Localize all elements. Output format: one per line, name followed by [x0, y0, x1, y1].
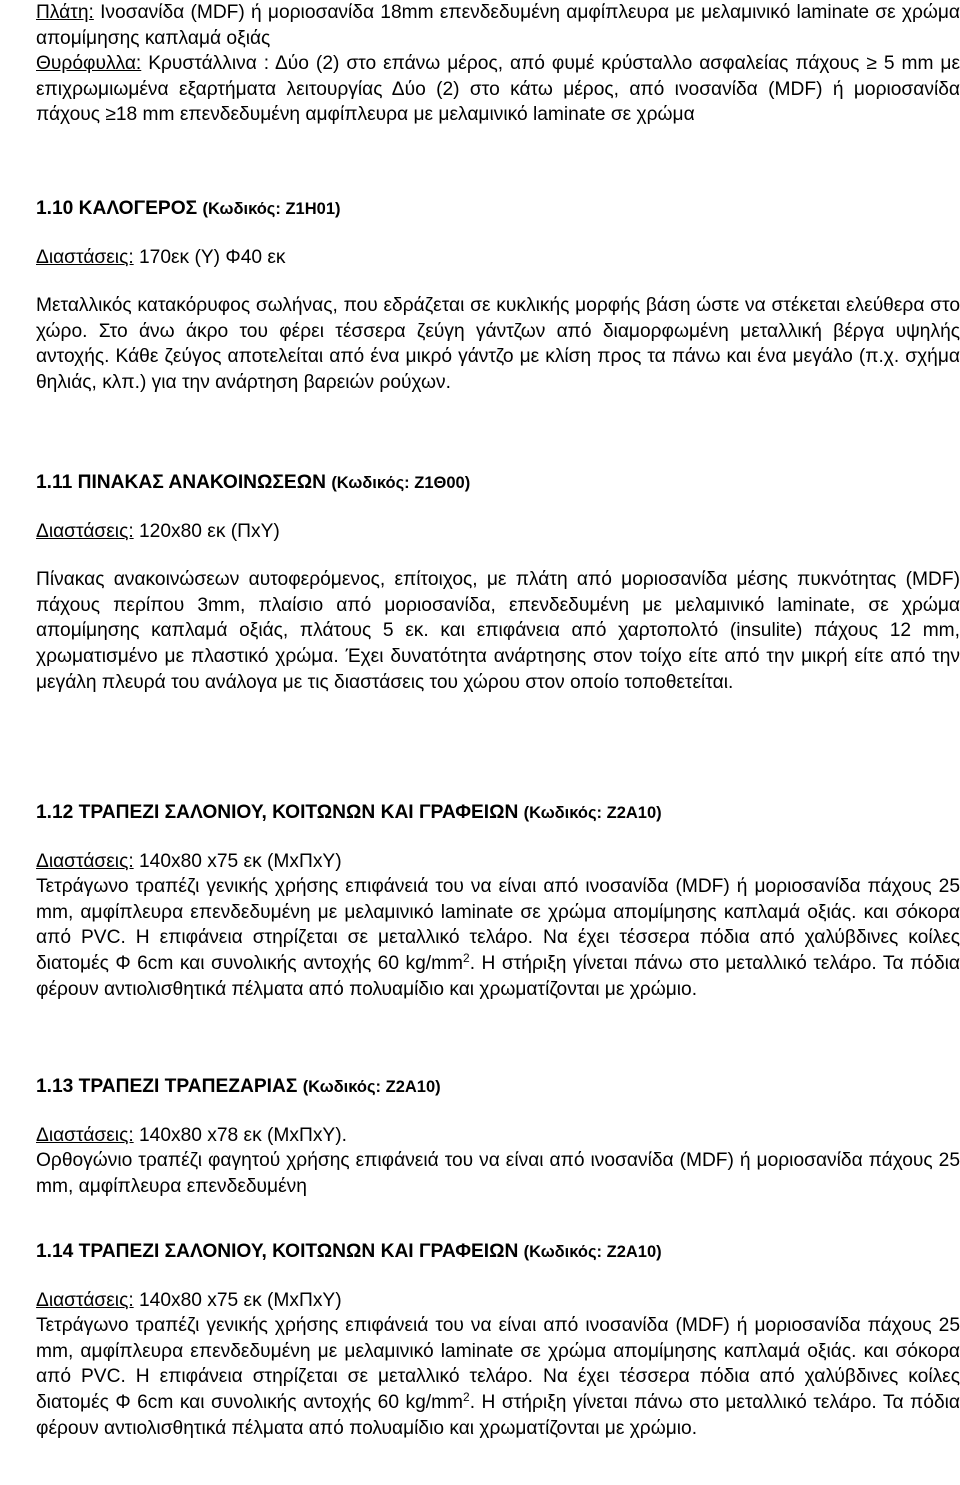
item-heading [36, 1239, 960, 1266]
item-dimensions [36, 519, 960, 545]
item-description: Μεταλλικός κατακόρυφος σωλήνας, που εδράζεται σε κυκλικής μορφής βάση ώστε να στέκεται ελεύθερα στο χώρο. Στο άνω άκρο του φέρει τέσσερα ζεύγη γάντζων από διαμορφωμένη μεταλλική βέργα υψηλής αντοχής. Κάθε ζεύγος αποτελείται από ένα μικρό γάντζο με κλίση προς τα πάνω και ένα μεγάλο (π.χ. σχήμα θηλιάς, κλπ.) για την ανάρτηση βαρειών ρούχων. [36, 295, 960, 393]
item-heading [36, 800, 960, 827]
item-code: (Κωδικός: Ζ2Α10) [302, 1078, 441, 1096]
item-description: Πίνακας ανακοινώσεων αυτοφερόμενος, επίτοιχος, με πλάτη από μοριοσανίδα μέσης πυκνότητας (MDF) πάχους περίπου 3mm, πλαίσιο από μοριοσανίδα, επενδεδυμένη με μελαμινικό laminate, σε χρώμα απομίμησης καπλαμά οξιάς, πλάτους 5 εκ. και επιφάνεια από χαρτοπολτό (insulite) πάχους 12 mm, χρωματισμένο με πλαστικό χρώμα. Έχει δυνατότητα ανάρτησης στον τοίχο είτε από την μικρή είτε από την μεγάλη πλευρά του ανάλογα με τις διαστάσεις του χώρου στον οποίο τοποθετείται. [36, 569, 960, 693]
dimensions-label: Διαστάσεις: [36, 1289, 134, 1311]
dimensions-label: Διαστάσεις: [36, 520, 134, 542]
doors-label: Θυρόφυλλα: [36, 53, 142, 75]
item-title: 1.14 ΤΡΑΠΕΖΙ ΣΑΛΟΝΙΟΥ, ΚΟΙΤΩΝΩΝ ΚΑΙ ΓΡΑΦΕΙΩΝ [36, 1241, 519, 1262]
intro-block [36, 0, 960, 128]
plate-label: Πλάτη: [36, 2, 94, 23]
dimensions-value: 140x80 x75 εκ (ΜxΠxΥ) [133, 1289, 342, 1311]
item-1-13 [36, 1074, 960, 1199]
item-title: 1.13 ΤΡΑΠΕΖΙ ΤΡΑΠΕΖΑΡΙΑΣ [36, 1076, 298, 1097]
item-1-11 [36, 470, 960, 695]
superscript: 2 [463, 1389, 470, 1404]
description-text-continued: . Η στήριξη γίνεται πάνω στο μεταλλικό τελάρο. Τα πόδια φέρουν αντιολισθητικά πέλματα από πολυαμίδιο και χρωματίζονται με χρώμιο. [36, 1391, 960, 1439]
description-text: Τετράγωνο τραπέζι γενικής χρήσης επιφάνειά του να είναι από ινοσανίδα (MDF) ή μοριοσανίδα πάχους 25 mm, αμφίπλευρα επενδεδυμένη με μελαμινικό laminate σε χρώμα απομίμησης καπλαμά οξιάς. και σόκορα από PVC. Η επιφάνεια στηρίζεται σε μεταλλικό τελάρο. Να έχει τέσσερα πόδια από χαλύβδινες κοίλες διατομές Φ 6cm και συνολικής αντοχής 60 kg/mm [36, 1315, 960, 1413]
plate-paragraph [36, 0, 960, 51]
item-heading [36, 1074, 960, 1101]
item-dimensions [36, 1123, 960, 1149]
item-description [36, 1313, 960, 1441]
item-code: (Κωδικός: Ζ2Α10) [523, 804, 662, 822]
item-code: (Κωδικός: Ζ1Θ00) [331, 474, 471, 492]
dimensions-value: 170εκ (Υ) Φ40 εκ [133, 246, 286, 268]
item-1-12 [36, 800, 960, 1002]
plate-text: Ινοσανίδα (MDF) ή μοριοσανίδα 18mm επενδεδυμένη αμφίπλευρα με μελαμινικό laminate σε χρώμα απομίμησης καπλαμά οξιάς [36, 2, 960, 49]
item-dimensions [36, 1288, 960, 1314]
item-dimensions [36, 849, 960, 875]
superscript: 2 [463, 950, 470, 965]
dimensions-value: 140x80 x75 εκ (ΜxΠxΥ) [133, 850, 342, 872]
item-title: 1.10 ΚΑΛΟΓΕΡΟΣ [36, 198, 198, 219]
description-text-continued: . Η στήριξη γίνεται πάνω στο μεταλλικό τελάρο. Τα πόδια φέρουν αντιολισθητικά πέλματα από πολυαμίδιο και χρωματίζονται με χρώμιο. [36, 952, 960, 1000]
dimensions-value: 140x80 x78 εκ (ΜxΠxΥ). [133, 1124, 347, 1146]
item-title: 1.12 ΤΡΑΠΕΖΙ ΣΑΛΟΝΙΟΥ, ΚΟΙΤΩΝΩΝ ΚΑΙ ΓΡΑΦΕΙΩΝ [36, 802, 519, 823]
dimensions-label: Διαστάσεις: [36, 246, 134, 268]
item-1-14 [36, 1239, 960, 1441]
doors-paragraph [36, 51, 960, 128]
doors-text: Κρυστάλλινα : Δύο (2) στο επάνω μέρος, από φυμέ κρύσταλλο ασφαλείας πάχους ≥ 5 mm με επιχρωμιωμένα εξαρτήματα λειτουργίας Δύο (2) στο κάτω μέρος, από ινοσανίδα (MDF) ή μοριοσανίδα πάχους ≥18 mm επενδεδυμένη αμφίπλευρα με μελαμινικό laminate σε χρώμα [36, 53, 960, 126]
item-description [36, 874, 960, 1002]
item-heading [36, 470, 960, 497]
item-1-10 [36, 196, 960, 396]
dimensions-label: Διαστάσεις: [36, 1124, 134, 1146]
dimensions-value: 120x80 εκ (ΠxΥ) [133, 520, 280, 542]
description-text: Τετράγωνο τραπέζι γενικής χρήσης επιφάνειά του να είναι από ινοσανίδα (MDF) ή μοριοσανίδα πάχους 25 mm, αμφίπλευρα επενδεδυμένη με μελαμινικό laminate σε χρώμα απομίμησης καπλαμά οξιάς. και σόκορα από PVC. Η επιφάνεια στηρίζεται σε μεταλλικό τελάρο. Να έχει τέσσερα πόδια από χαλύβδινες κοίλες διατομές Φ 6cm και συνολικής αντοχής 60 kg/mm [36, 876, 960, 974]
item-dimensions [36, 245, 960, 271]
item-code: (Κωδικός: Ζ1Η01) [202, 200, 341, 218]
item-code: (Κωδικός: Ζ2Α10) [523, 1243, 662, 1261]
item-heading [36, 196, 960, 223]
dimensions-label: Διαστάσεις: [36, 850, 134, 872]
item-description: Ορθογώνιο τραπέζι φαγητού χρήσης επιφάνειά του να είναι από ινοσανίδα (MDF) ή μοριοσανίδα πάχους 25 mm, αμφίπλευρα επενδεδυμένη [36, 1150, 960, 1197]
item-title: 1.11 ΠΙΝΑΚΑΣ ΑΝΑΚΟΙΝΩΣΕΩΝ [36, 472, 326, 493]
